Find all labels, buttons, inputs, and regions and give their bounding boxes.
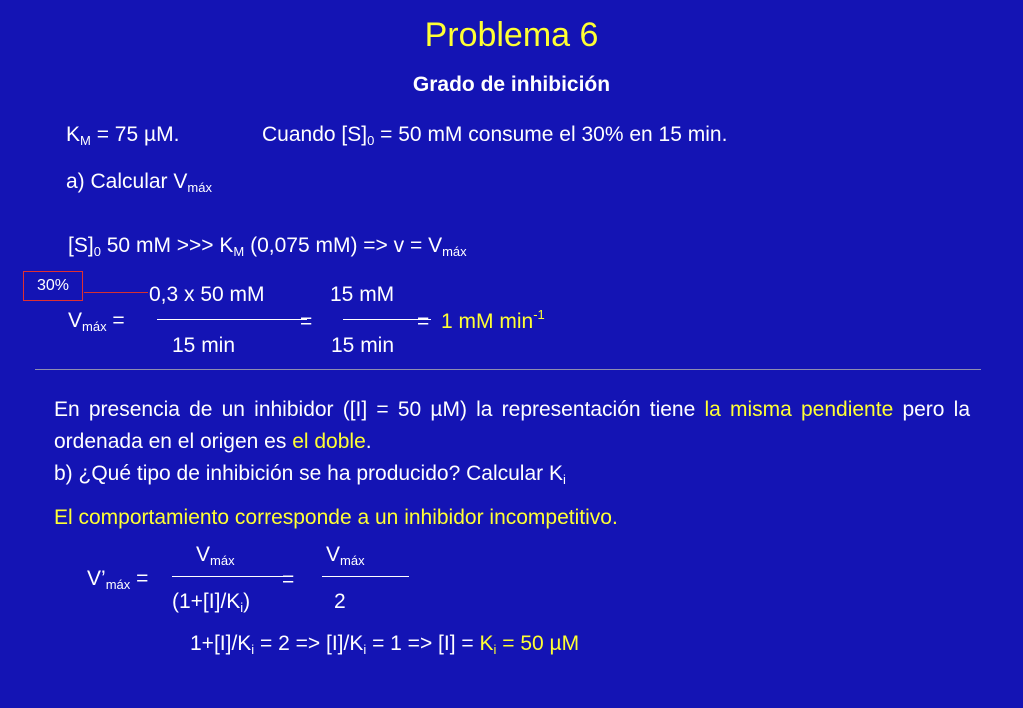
vmax-lhs-subscript: máx <box>82 319 107 334</box>
inhibitor-paragraph <box>54 394 970 458</box>
question-a <box>66 170 212 195</box>
vprime-den1-subscript: i <box>240 600 244 615</box>
vmax-numerator-1: 0,3 x 50 mM <box>149 283 265 306</box>
s0-part2: 50 mM >>> K <box>100 234 234 257</box>
vmax-lhs-equals: = <box>106 309 125 332</box>
s0-sub2: M <box>233 244 245 259</box>
vprime-num2-subscript: máx <box>340 553 365 568</box>
final-ki-subscript: i <box>493 642 497 657</box>
vprime-numerator-2 <box>326 543 365 568</box>
question-a-subscript: máx <box>187 180 212 195</box>
vmax-result <box>441 307 545 333</box>
question-b-text: b) ¿Qué tipo de inhibición se ha producido? Calcular K <box>54 462 563 485</box>
vprime-num1-subscript: máx <box>210 553 235 568</box>
question-b-subscript: i <box>562 472 566 487</box>
vprime-fraction-bar-1 <box>172 576 290 577</box>
question-b <box>54 462 566 487</box>
vmax-denominator-2: 15 min <box>331 334 395 357</box>
vmax-result-equals: = <box>417 310 430 333</box>
fraction-bar-1 <box>157 319 307 320</box>
paragraph-part1: En presencia de un inhibidor ([I] = 50 µM) la representación tiene <box>54 398 705 421</box>
km-subscript: M <box>80 133 91 148</box>
km-symbol: K <box>66 123 81 146</box>
final-sub2: i <box>363 642 367 657</box>
paragraph-part3: . <box>365 430 372 453</box>
answer-b: El comportamiento corresponde a un inhibidor incompetitivo. <box>54 506 618 529</box>
given-km <box>66 123 180 148</box>
s0-sub3: máx <box>442 244 467 259</box>
km-value: = 75 µM. <box>90 123 180 146</box>
vprime-den1-post: ) <box>243 590 251 613</box>
vprime-den1-pre: (1+[I]/K <box>172 590 241 613</box>
s0-part1: [S] <box>68 234 94 257</box>
final-part3: = 1 => [I] = <box>366 632 480 655</box>
vprime-fraction-bar-2 <box>322 576 409 577</box>
final-part1: 1+[I]/K <box>190 632 252 655</box>
vmax-numerator-2: 15 mM <box>330 283 395 306</box>
percent-badge: 30% <box>23 271 83 301</box>
vprime-denominator-1 <box>172 590 251 615</box>
slide-title: Problema 6 <box>424 16 599 54</box>
vprime-num2-symbol: V <box>326 543 341 566</box>
vprime-lhs <box>87 567 149 592</box>
paragraph-highlight-doble: el doble <box>292 430 366 453</box>
condition-pre: Cuando [S] <box>262 123 368 146</box>
s0-sub1: 0 <box>93 244 101 259</box>
vmax-result-value: 1 mM min <box>441 310 534 333</box>
final-part2: = 2 => [I]/K <box>254 632 364 655</box>
vprime-num1-symbol: V <box>196 543 211 566</box>
given-condition <box>262 123 728 148</box>
final-ki-result <box>479 632 579 655</box>
paragraph-highlight-pendiente: la misma pendiente <box>704 398 894 421</box>
s0-comparison-line <box>68 234 467 259</box>
badge-connector-line <box>84 292 148 293</box>
condition-post: = 50 mM consume el 30% en 15 min. <box>374 123 728 146</box>
vmax-lhs-symbol: V <box>68 309 83 332</box>
vprime-lhs-subscript: máx <box>105 577 131 592</box>
slide-subtitle: Grado de inhibición <box>412 73 611 96</box>
final-equation <box>190 632 580 657</box>
section-divider <box>35 369 981 370</box>
vmax-result-superscript: -1 <box>533 307 545 322</box>
final-ki-symbol: K <box>479 632 494 655</box>
vmax-denominator-1: 15 min <box>172 334 236 357</box>
vprime-lhs-equals: = <box>130 567 149 590</box>
vprime-denominator-2: 2 <box>334 590 346 613</box>
question-a-text: a) Calcular V <box>66 170 188 193</box>
final-ki-value: = 50 µM <box>496 632 580 655</box>
vmax-lhs <box>68 309 125 334</box>
vprime-lhs-symbol: V’ <box>87 567 106 590</box>
paragraph-part2: pero la ordenada en el origen es <box>54 398 970 453</box>
vprime-middle-equals: = <box>282 568 295 591</box>
final-sub1: i <box>251 642 255 657</box>
vmax-middle-equals: = <box>300 310 313 333</box>
vprime-numerator-1 <box>196 543 235 568</box>
condition-subscript: 0 <box>367 133 375 148</box>
s0-part3: (0,075 mM) => v = V <box>244 234 443 257</box>
